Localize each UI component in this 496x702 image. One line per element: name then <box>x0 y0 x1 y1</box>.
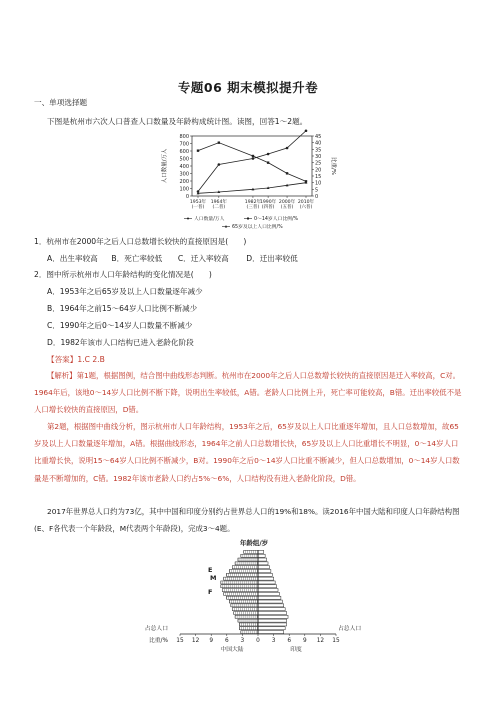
age-group-label: E <box>208 566 213 574</box>
data-point <box>252 155 254 157</box>
china-bar <box>241 631 258 634</box>
india-bar <box>258 627 285 630</box>
right-tick-label: 45 <box>315 134 322 140</box>
india-bar <box>258 600 282 603</box>
data-point <box>218 163 221 166</box>
data-point <box>267 153 270 156</box>
left-tick-label: 300 <box>179 171 189 178</box>
analysis-paragraph-1 <box>34 367 462 419</box>
right-tick-label: 0 <box>315 194 319 200</box>
legend-marker <box>247 218 249 220</box>
x-tick-label: 12 <box>316 638 325 644</box>
x-tick-label: 0 <box>256 638 260 644</box>
right-tick-label: 20 <box>315 167 322 174</box>
analysis-label: 【解析】 <box>47 371 77 380</box>
census-label: (四普) <box>261 205 275 210</box>
series-line <box>198 143 306 182</box>
china-bar <box>239 623 258 626</box>
india-bar <box>258 566 269 569</box>
china-bar <box>239 627 258 630</box>
india-bar <box>258 554 265 557</box>
question-1-options <box>34 253 298 264</box>
intro-text-2: 2017年世界总人口约为73亿，其中中国和印度分别约占世界总人口的19%和18%。读2016年中国大陆和印度人口年龄结构图(E、F各代表一个年龄段，M代表两个年龄段)，完成3～4题。 <box>34 507 460 534</box>
question-1-stem: 1．杭州市在2000年之后人口总数增长较快的直接原因是( ) <box>34 237 247 246</box>
data-point <box>286 172 288 174</box>
data-point <box>197 149 199 151</box>
x-tick-label: 2000年 <box>278 200 296 205</box>
x-tick-label: 6 <box>224 638 229 644</box>
legend-left: 占总人口 <box>144 626 168 632</box>
pyramid-title: 年龄组/岁 <box>239 539 269 547</box>
china-bar <box>241 554 258 557</box>
data-point <box>286 147 289 150</box>
china-bar <box>227 596 258 599</box>
answer-line: 【答案】1.C 2.B <box>47 355 105 364</box>
china-bar <box>235 615 258 618</box>
left-tick-label: 200 <box>179 179 189 185</box>
right-tick-label: 15 <box>315 174 322 180</box>
india-bar <box>258 592 279 595</box>
india-bar <box>258 589 278 592</box>
q2-option-a[interactable]: A．1953年之后65岁及以上人口数量逐年减少 <box>47 287 203 296</box>
china-bar <box>229 600 258 603</box>
india-bar <box>258 604 284 607</box>
china-bar <box>227 573 258 576</box>
x-tick-label: 6 <box>287 638 292 644</box>
india-bar <box>258 581 275 584</box>
age-group-label: F <box>208 588 213 596</box>
india-bar <box>258 585 277 588</box>
q2-option-b[interactable]: B．1964年之前15～64岁人口比例不断减少 <box>47 304 198 313</box>
right-tick-label: 5 <box>315 187 319 194</box>
left-tick-label: 600 <box>179 149 189 155</box>
x-tick-label: 1982年 <box>244 200 262 205</box>
q2-option-c[interactable]: C．1990年之后0～14岁人口数量不断减少 <box>47 321 193 330</box>
q2-option-d[interactable]: D．1982年该市人口结构已进入老龄化阶段 <box>47 338 194 347</box>
left-tick-label: 700 <box>179 141 189 148</box>
census-label: (二普) <box>212 205 226 210</box>
india-bar <box>258 558 267 561</box>
left-tick-label: 500 <box>179 156 189 163</box>
q1-option-a[interactable]: A．出生率较高 <box>47 254 98 263</box>
census-label: (一普) <box>191 205 205 210</box>
question-2-stem: 2．图中所示杭州市人口年龄结构的变化情况是( ) <box>34 270 212 279</box>
china-bar <box>235 562 258 565</box>
x-tick-label: 15 <box>176 638 184 644</box>
china-bar <box>234 611 258 614</box>
legend-label: 0～14岁人口比例/% <box>254 217 299 222</box>
age-group-label: M <box>210 574 217 582</box>
data-point <box>267 161 269 163</box>
x-tick-label: 9 <box>209 638 214 644</box>
data-point <box>305 129 308 132</box>
china-bar <box>224 592 258 595</box>
x-tick-label: 2010年 <box>297 200 315 205</box>
census-label: (三普) <box>246 205 260 210</box>
caption-india: 印度 <box>290 647 302 653</box>
series-line <box>198 131 306 192</box>
china-bar <box>221 585 258 588</box>
caption-china: 中国大陆 <box>220 647 244 653</box>
x-tick-label: 3 <box>240 638 245 644</box>
china-bar <box>229 569 258 572</box>
india-bar <box>258 631 284 634</box>
right-tick-label: 30 <box>315 154 322 160</box>
right-tick-label: 10 <box>315 180 322 187</box>
plot-frame <box>192 136 312 196</box>
india-bar <box>258 619 287 622</box>
left-tick-label: 100 <box>179 186 189 193</box>
census-label: (五普) <box>280 205 294 210</box>
census-chart <box>160 130 338 233</box>
q1-option-d[interactable]: D．迁出率较低 <box>246 254 298 263</box>
india-bar <box>258 577 274 580</box>
data-point <box>218 141 220 143</box>
x-tick-label: 15 <box>332 638 340 644</box>
axis-label-left: 比重/% <box>148 638 168 644</box>
india-bar <box>258 569 271 572</box>
intro-text-1: 下图是杭州市六次人口普查人口数量及年龄构成统计图。读图，回答1～2题。 <box>47 117 308 126</box>
india-bar <box>258 611 287 614</box>
left-tick-label: 800 <box>179 134 189 140</box>
page-title: 专题06 期末模拟提升卷 <box>177 80 319 95</box>
y-left-axis-label: 人口数量/万人 <box>162 148 168 184</box>
india-bar <box>258 573 272 576</box>
india-bar <box>258 596 281 599</box>
analysis-paragraph-2: 第2题，根据图中曲线分析，图示杭州市人口年龄结构，1953年之后，65岁及以上人口比重逐年增加，且人口总数增加，故65岁及以上人口数量逐年增加，A错。根据曲线形态，1964年之前人口总数增长快，65岁及以上人口比重增长不明显，0～14岁人口比重增长快，说明15～64岁人口比例不断减少，B对。1990年之后0～14岁人口比重不断减少，但人口总数增加，0～14岁人口数量是不断增加的，C错。1982年该市老龄人口约占5%～6%，人口结构没有进入老龄化阶段，D错。 <box>34 422 460 483</box>
left-tick-label: 0 <box>185 194 189 200</box>
right-tick-label: 25 <box>315 160 322 167</box>
right-tick-label: 35 <box>315 147 322 154</box>
census-label: (六普) <box>299 205 313 210</box>
x-tick-label: 1953年 <box>189 200 207 205</box>
x-tick-label: 1964年 <box>210 200 227 205</box>
section-heading: 一、单项选择题 <box>34 98 88 107</box>
china-bar <box>221 581 258 584</box>
legend-label: 65岁及以上人口比例/% <box>232 225 283 230</box>
q1-option-b[interactable]: B．死亡率较低 <box>111 254 163 263</box>
india-bar <box>258 608 285 611</box>
legend-label: 人口数量/万人 <box>194 217 225 222</box>
data-point <box>252 157 255 160</box>
x-tick-label: 1990年 <box>259 200 277 205</box>
series-line <box>198 183 306 194</box>
q1-option-c[interactable]: C．迁入率较高 <box>177 254 229 263</box>
population-pyramid <box>144 538 362 658</box>
india-bar <box>258 550 264 553</box>
x-tick-label: 3 <box>271 638 276 644</box>
x-tick-label: 12 <box>191 638 200 644</box>
legend-marker <box>187 218 189 220</box>
left-tick-label: 400 <box>179 164 189 170</box>
india-bar <box>258 623 287 626</box>
y-right-axis-label: 比重/% <box>330 156 336 176</box>
x-tick-label: 9 <box>302 638 307 644</box>
india-bar <box>258 562 268 565</box>
analysis-text-1: 第1题，根据图例，结合图中曲线形态判断。杭州市在2000年之后人口总数增长较快的直接原因是迁入率较高，C对。1964年后，该地0～14岁人口比例不断下降，说明出生率较低，A错。老龄人口比例上升，死亡率可能较高，B错。迁出率较低不是人口增长较快的直接原因，D错。 <box>34 371 462 415</box>
china-bar <box>224 577 258 580</box>
right-tick-label: 40 <box>315 140 322 147</box>
legend-right: 占总人口 <box>338 626 362 632</box>
india-bar <box>258 615 288 618</box>
